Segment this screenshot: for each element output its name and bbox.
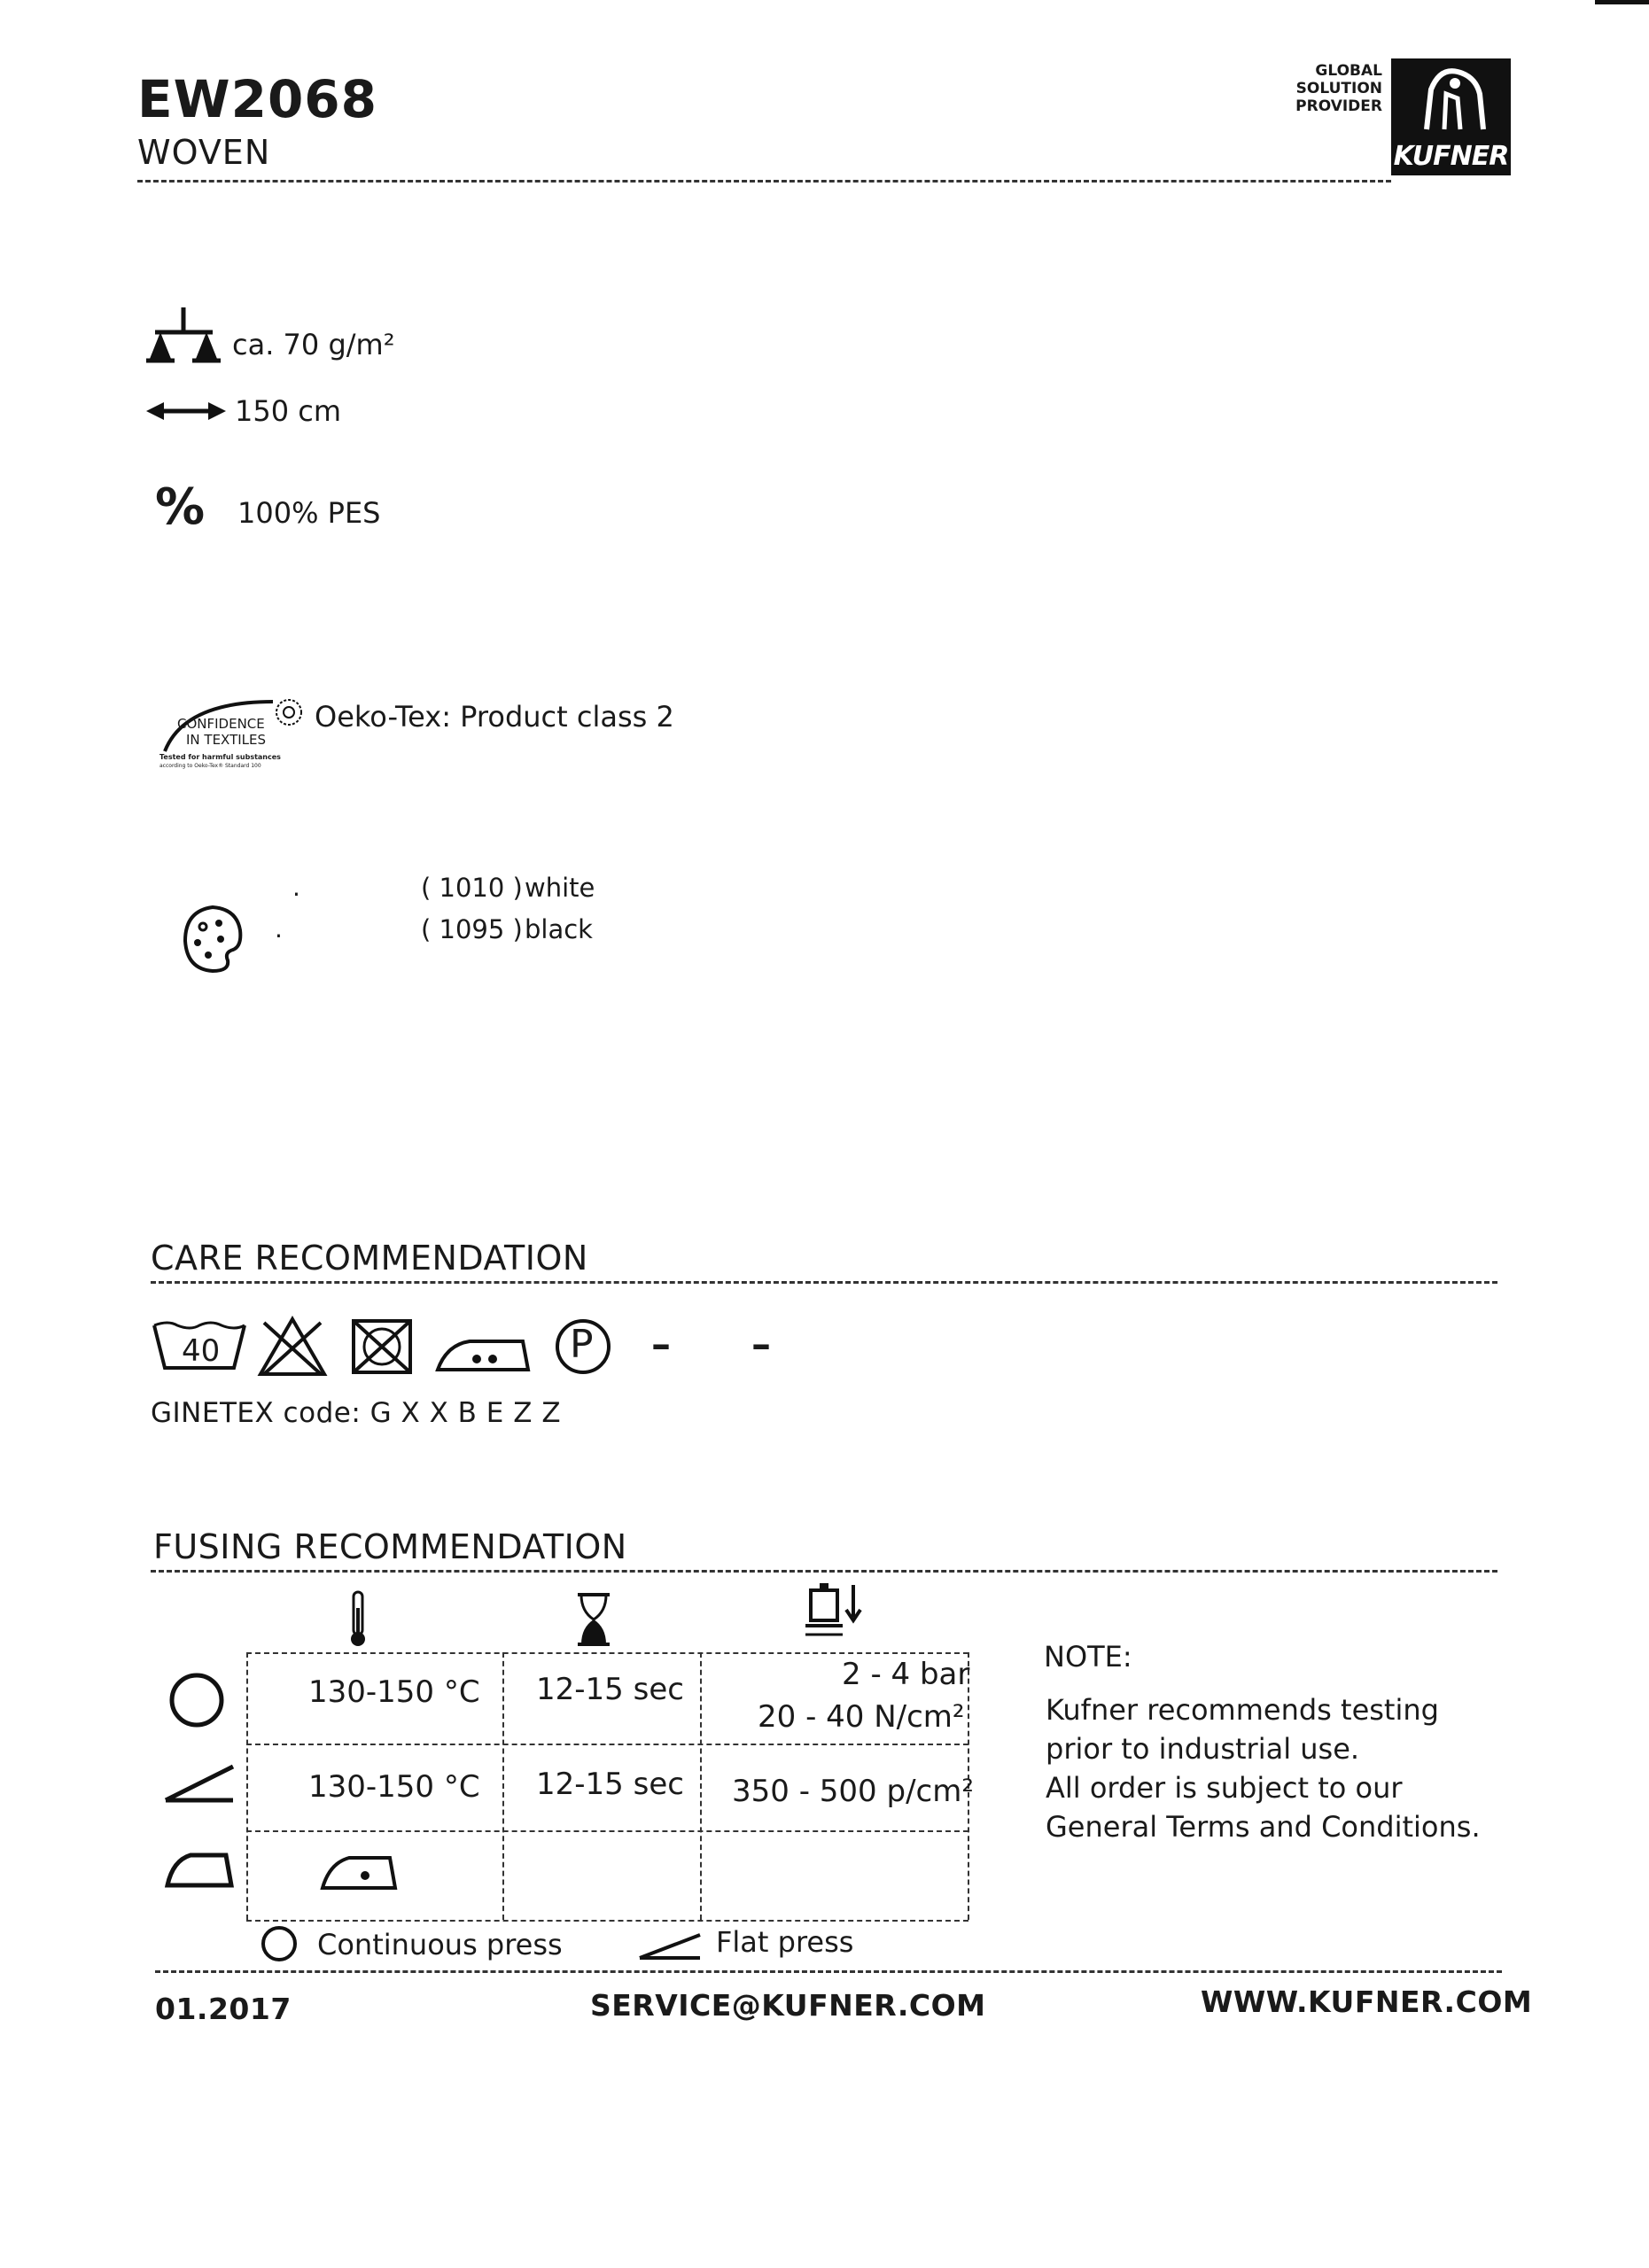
- fusing-time: 12-15 sec: [536, 1672, 684, 1707]
- colour-name: white: [525, 873, 595, 903]
- width-value: 150 cm: [235, 394, 342, 428]
- brand-tagline: [1267, 62, 1382, 115]
- note-line: General Terms and Conditions.: [1046, 1810, 1481, 1844]
- fusing-divider: [151, 1570, 1497, 1573]
- tagline-line: PROVIDER: [1295, 97, 1382, 115]
- wash-temperature: 40: [182, 1333, 221, 1369]
- weight-scale-icon: [146, 306, 222, 368]
- colour-name: black: [525, 914, 593, 944]
- footer-date: 01.2017: [155, 1992, 292, 2026]
- fusing-pressure: 20 - 40 N/cm²: [758, 1699, 965, 1735]
- logo-figure-icon: [1391, 58, 1511, 138]
- corner-mark: [1595, 0, 1649, 4]
- table-grid-line: [502, 1652, 504, 1920]
- header-divider: [137, 180, 1391, 183]
- fusing-temperature: 130-150 °C: [308, 1769, 480, 1805]
- pressure-icon: [802, 1581, 864, 1643]
- colour-bullet: .: [292, 873, 300, 902]
- logo-wordmark: KUFNER: [1393, 141, 1509, 172]
- construction-type: WOVEN: [137, 133, 271, 172]
- oeko-tex-class: Oeko-Tex: Product class 2: [315, 700, 674, 734]
- dry-clean-letter: P: [570, 1322, 594, 1367]
- fusing-pressure: 350 - 500 p/cm²: [732, 1774, 974, 1809]
- oeko-badge-line2: IN TEXTILES: [186, 732, 267, 748]
- colour-code: ( 1095 ): [421, 914, 523, 944]
- care-dash: –: [751, 1322, 771, 1367]
- footer-divider: [155, 1970, 1502, 1973]
- kufner-logo: [1391, 58, 1511, 175]
- oeko-fine-line: according to Oeko-Tex® Standard 100: [159, 763, 261, 769]
- oeko-fine-line: Tested for harmful substances: [159, 753, 281, 761]
- colour-code: ( 1010 ): [421, 873, 523, 903]
- continuous-press-icon: [168, 1672, 225, 1728]
- composition-icon: %: [155, 478, 206, 536]
- no-bleach-icon: [257, 1316, 328, 1378]
- colour-bullet: .: [275, 914, 283, 944]
- table-grid-line: [246, 1920, 968, 1922]
- thermometer-icon: [348, 1590, 368, 1649]
- table-grid-line: [246, 1830, 968, 1832]
- table-grid-line: [246, 1652, 248, 1920]
- ginetex-code: GINETEX code: G X X B E Z Z: [151, 1397, 562, 1429]
- weight-value: ca. 70 g/m²: [232, 328, 395, 361]
- composition-value: 100% PES: [237, 496, 381, 530]
- continuous-press-label: Continuous press: [317, 1928, 563, 1961]
- oeko-badge-line1: CONFIDENCE: [177, 716, 265, 732]
- care-divider: [151, 1281, 1497, 1284]
- footer-email[interactable]: SERVICE@KUFNER.COM: [590, 1988, 986, 2023]
- table-grid-line: [246, 1744, 968, 1745]
- fusing-time: 12-15 sec: [536, 1767, 684, 1802]
- iron-two-dots-icon: [434, 1329, 532, 1373]
- iron-row-icon: [164, 1845, 235, 1889]
- fusing-temperature: 130-150 °C: [308, 1674, 480, 1710]
- flat-press-label: Flat press: [716, 1925, 854, 1959]
- care-title: CARE RECOMMENDATION: [151, 1239, 588, 1278]
- table-grid-line: [700, 1652, 702, 1920]
- fusing-pressure: 2 - 4 bar: [842, 1657, 970, 1692]
- hourglass-icon: [576, 1592, 611, 1647]
- note-line: Kufner recommends testing: [1046, 1693, 1439, 1727]
- colour-palette-icon: [182, 904, 244, 975]
- footer-website[interactable]: WWW.KUFNER.COM: [1201, 1984, 1533, 2019]
- width-arrow-icon: [146, 400, 226, 422]
- note-title: NOTE:: [1044, 1640, 1132, 1674]
- tagline-line: SOLUTION: [1295, 80, 1382, 97]
- note-line: All order is subject to our: [1046, 1771, 1403, 1805]
- tagline-line: GLOBAL: [1315, 62, 1382, 80]
- no-tumble-dry-icon: [350, 1317, 414, 1376]
- table-grid-line: [246, 1652, 968, 1654]
- continuous-press-legend-icon: [260, 1924, 299, 1963]
- fusing-title: FUSING RECOMMENDATION: [153, 1527, 627, 1566]
- oeko-badge-fine-print: [159, 753, 346, 771]
- note-text: [1046, 1690, 1481, 1846]
- iron-one-dot-icon: [319, 1847, 399, 1891]
- flat-press-legend-icon: [638, 1931, 702, 1961]
- care-dash: –: [651, 1322, 671, 1367]
- flat-press-icon: [164, 1763, 235, 1804]
- product-code: EW2068: [137, 69, 378, 129]
- note-line: prior to industrial use.: [1046, 1732, 1360, 1766]
